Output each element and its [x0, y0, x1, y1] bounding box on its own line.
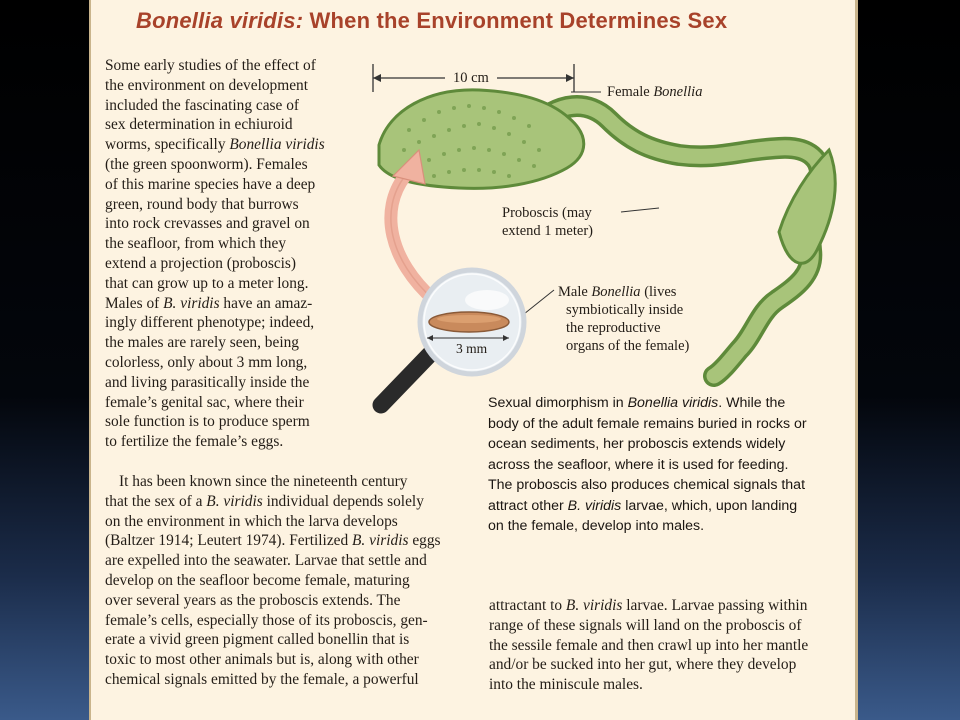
male-label-line [558, 283, 689, 301]
proboscis-label-line: extend 1 meter) [502, 223, 593, 239]
text-line: the seafloor, from which they [105, 235, 287, 253]
text-line: female’s genital sac, where their [105, 393, 304, 411]
male-label-prefix: Male [558, 284, 592, 300]
text-line: chemical signals emitted by the female, a powerful [105, 670, 419, 688]
male-scale-label: 3 mm [456, 341, 488, 356]
text-segment: individual depends solely [262, 492, 424, 510]
text-line: into rock crevasses and gravel on [105, 215, 310, 233]
paragraph-intro [105, 56, 355, 452]
text-line [105, 294, 355, 314]
title-rest: When the Environment Determines Sex [303, 8, 728, 33]
female-label [607, 83, 702, 101]
text-line: and/or be sucked into her gut, where they develop [489, 656, 797, 674]
text-line [105, 492, 465, 512]
text-segment: worms, specifically [105, 136, 230, 154]
paragraph-attractant [489, 596, 849, 695]
proboscis-label [502, 204, 593, 240]
male-label [558, 283, 689, 355]
page-edge-right [855, 0, 858, 720]
species-abbrev: B. viridis [163, 294, 220, 312]
species-abbrev: B. viridis [565, 597, 623, 614]
caption-segment: larvae, which, upon landing [621, 497, 798, 514]
text-line: the environment on development [105, 76, 309, 94]
text-line: ingly different phenotype; indeed, [105, 314, 315, 332]
text-segment: (Baltzer 1914; Leutert 1974). Fertilized [105, 532, 353, 550]
title-species: Bonellia viridis: [136, 8, 304, 33]
text-segment: have an amaz- [219, 294, 313, 312]
text-line: Some early studies of the effect of [105, 57, 316, 74]
caption-species: Bonellia viridis [627, 395, 719, 411]
caption-line: across the seafloor, where it is used for feeding. [488, 456, 789, 473]
caption-line: The proboscis also produces chemical signals that [488, 477, 806, 493]
male-label-line: symbiotically inside [566, 302, 684, 318]
text-line: are expelled into the seawater. Larvae that settle and [105, 552, 427, 570]
text-line: develop on the seafloor become female, maturing [105, 571, 410, 589]
text-segment: attractant to [489, 597, 566, 614]
text-line: of this marine species have a deep [105, 175, 316, 193]
caption-segment: Sexual dimorphism in [488, 395, 628, 411]
text-segment: Males of [105, 294, 164, 312]
male-label-species: Bonellia [591, 284, 641, 300]
text-line: range of these signals will land on the proboscis of [489, 616, 802, 634]
text-line: to fertilize the female’s eggs. [105, 433, 284, 451]
species-name: Bonellia viridis [229, 136, 325, 154]
text-line: sex determination in echiuroid [105, 116, 293, 134]
text-line: extend a projection (proboscis) [105, 254, 297, 272]
text-line [105, 135, 355, 155]
caption-line [488, 496, 856, 517]
caption-segment: attract other [488, 497, 568, 514]
caption-species: B. viridis [567, 497, 622, 514]
text-line: female’s cells, especially those of its proboscis, gen- [105, 611, 428, 629]
species-abbrev: B. viridis [206, 492, 263, 510]
female-label-prefix: Female [607, 84, 654, 100]
scale-label: 10 cm [453, 70, 489, 86]
male-label-line: organs of the female) [566, 338, 690, 354]
caption-line: ocean sediments, her proboscis extends widely [488, 436, 786, 452]
paragraph-history [105, 472, 465, 690]
caption-line: body of the adult female remains buried in rocks or [488, 415, 807, 432]
text-line: the sessile female and then crawl up into her mantle [489, 636, 809, 654]
male-label-line: the reproductive [566, 320, 661, 336]
text-line: green, round body that burrows [105, 195, 299, 213]
species-abbrev: B. viridis [352, 532, 409, 550]
caption-line [488, 393, 856, 414]
text-line: (the green spoonworm). Females [105, 155, 308, 173]
text-line: on the environment in which the larva develops [105, 512, 398, 530]
page-edge-left [89, 0, 91, 720]
text-line: sole function is to produce sperm [105, 413, 310, 431]
text-line [105, 531, 465, 551]
caption-line: on the female, develop into males. [488, 518, 705, 534]
female-label-species: Bonellia [653, 84, 703, 100]
caption-segment: . While the [718, 395, 786, 411]
text-line: into the miniscule males. [489, 676, 643, 694]
proboscis-label-line: Proboscis (may [502, 205, 592, 221]
figure-caption [488, 393, 856, 537]
text-line: colorless, only about 3 mm long, [105, 353, 308, 371]
text-line: It has been known since the nineteenth century [119, 473, 408, 490]
text-segment: that the sex of a [105, 492, 207, 510]
text-segment: eggs [408, 532, 441, 550]
text-line: that can grow up to a meter long. [105, 274, 309, 292]
text-line: erate a vivid green pigment called bonellin that is [105, 631, 410, 649]
text-line: included the fascinating case of [105, 96, 300, 114]
text-line: the males are rarely seen, being [105, 334, 299, 352]
male-label-suffix: (lives [640, 284, 677, 300]
text-line: over several years as the proboscis extends. The [105, 591, 401, 609]
text-line [489, 596, 849, 616]
text-segment: larvae. Larvae passing within [622, 597, 808, 614]
text-line: and living parasitically inside the [105, 373, 310, 391]
text-line: toxic to most other animals but is, along with other [105, 651, 419, 669]
textbook-page [89, 0, 857, 720]
proboscis-leader-line [621, 208, 659, 212]
